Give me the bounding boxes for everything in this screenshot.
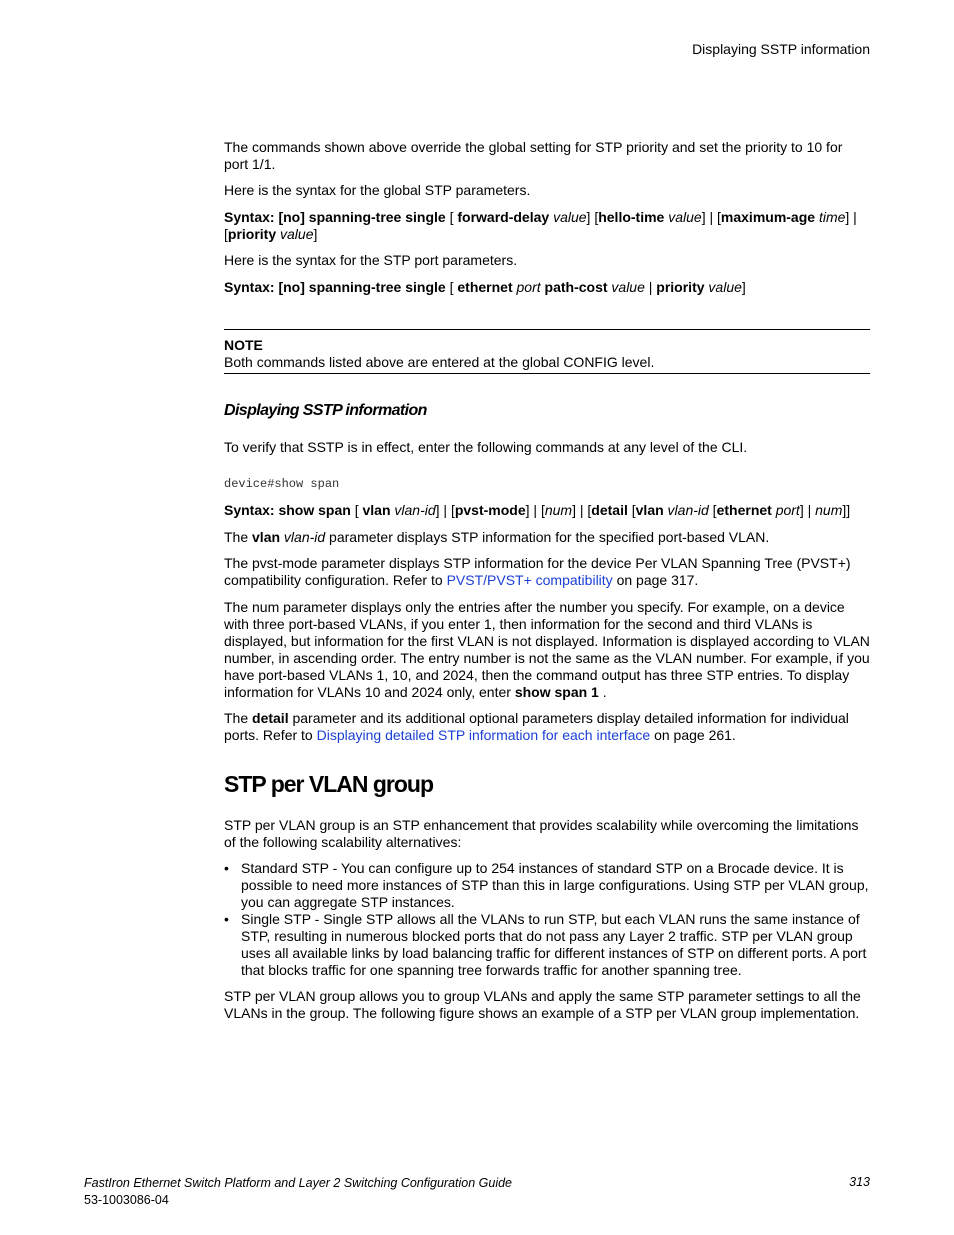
heading-stp-per-vlan-group: STP per VLAN group	[224, 771, 434, 797]
heading-displaying-sstp: Displaying SSTP information	[224, 402, 427, 419]
alternatives-list	[224, 860, 870, 979]
note-text: Both commands listed above are entered at the global CONFIG level.	[224, 354, 655, 370]
note-box	[224, 329, 870, 374]
list-item: • Single STP - Single STP allows all the VLANs to run STP, but each VLAN runs the same instance of STP, resulting in numerous blocked ports that do not pass any Layer 2 traffic. STP per VLAN group uses all available links by load balancing traffic for different instances of STP on different ports. A port that blocks traffic for one spanning tree forwards traffic for another spanning tree.	[224, 911, 867, 978]
footer-doc-number: 53-1003086-04	[84, 1193, 169, 1207]
paragraph-detail-parameter: The detail parameter and its additional optional parameters display detailed information for individual ports. Refer to Displaying detailed STP information for each interface on page 261.	[224, 710, 849, 743]
note-title: NOTE	[224, 337, 263, 353]
paragraph-group-intro: STP per VLAN group is an STP enhancement that provides scalability while overcoming the limitations of the following scalability alternatives:	[224, 817, 859, 850]
link-detailed-stp-info[interactable]: Displaying detailed STP information for each interface	[316, 727, 651, 743]
bullet-icon: •	[224, 911, 229, 927]
syntax-show-span: Syntax: show span [ vlan vlan-id] | [pvst-mode] | [num] | [detail [vlan vlan-id [ethernet port] | num]]	[224, 502, 851, 518]
top-content	[224, 139, 870, 296]
paragraph-verify-sstp: To verify that SSTP is in effect, enter the following commands at any level of the CLI.	[224, 439, 748, 455]
running-header: Displaying SSTP information	[692, 41, 870, 57]
code-show-span: device#show span	[224, 477, 340, 491]
paragraph-vlan-parameter: The vlan vlan-id parameter displays STP information for the specified port-based VLAN.	[224, 529, 770, 545]
bullet-icon: •	[224, 860, 229, 876]
paragraph-num-parameter: The num parameter displays only the entries after the number you specify. For example, on a device with three port-based VLANs, if you enter 1, then information for the second and third VLANs is displayed, but information for the first VLAN is not displayed. Information is displayed according to VLAN number, in ascending order. The entry number is not the same as the VLAN number. For example, if you have port-based VLANs 1, 10, and 2024, then the command output has three STP entries. To display information for VLANs 10 and 2024 only, enter show span 1 .	[224, 599, 870, 700]
paragraph-group-summary: STP per VLAN group allows you to group VLANs and apply the same STP parameter settings to all the VLANs in the group. The following figure shows an example of a STP per VLAN group implementation.	[224, 988, 861, 1021]
sstp-section	[224, 439, 870, 744]
list-item: • Standard STP - You can configure up to 254 instances of standard STP on a Brocade device. It is possible to need more instances of STP than this in large configurations. Using STP per VLAN group, you can aggregate STP instances.	[224, 860, 869, 910]
paragraph-pvst-mode: The pvst-mode parameter displays STP information for the device Per VLAN Spanning Tree (PVST+) compatibility configuration. Refer to PVST/PVST+ compatibility on page 317.	[224, 555, 851, 588]
paragraph-override: The commands shown above override the global setting for STP priority and set the priority to 10 for port 1/1.	[224, 139, 843, 172]
syntax-global-stp: Syntax: [no] spanning-tree single [ forward-delay value] [hello-time value] | [maximum-age time] | [priority value]	[224, 209, 857, 242]
syntax-port-stp: Syntax: [no] spanning-tree single [ ethernet port path-cost value | priority value]	[224, 279, 746, 295]
footer-page-number: 313	[849, 1175, 870, 1189]
link-pvst-compatibility[interactable]: PVST/PVST+ compatibility	[446, 572, 613, 588]
paragraph-global-syntax-intro: Here is the syntax for the global STP parameters.	[224, 182, 531, 198]
paragraph-port-syntax-intro: Here is the syntax for the STP port parameters.	[224, 252, 518, 268]
stp-group-section	[224, 817, 870, 1022]
footer-guide-title: FastIron Ethernet Switch Platform and Layer 2 Switching Configuration Guide	[84, 1176, 512, 1190]
footer-left	[84, 1175, 512, 1209]
